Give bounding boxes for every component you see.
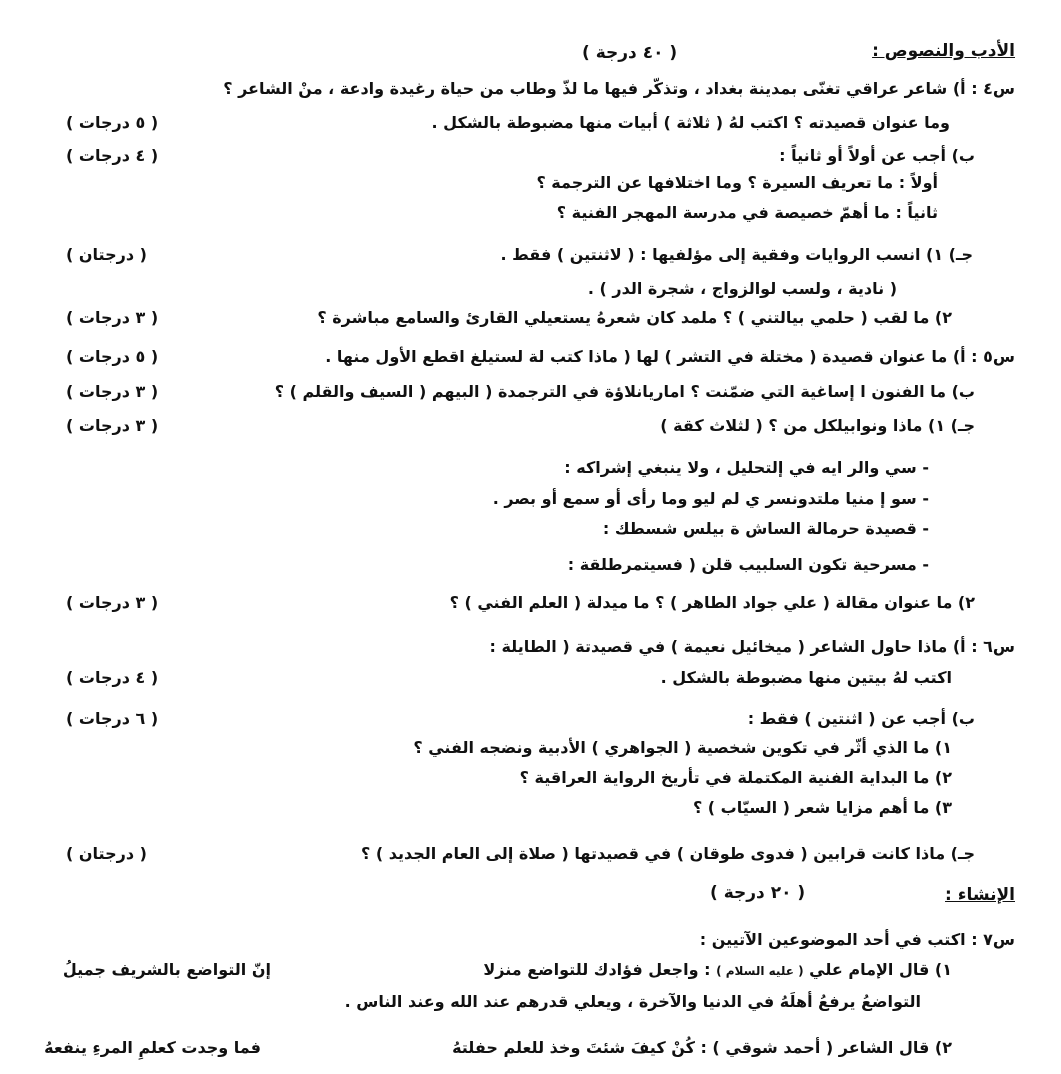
q4-b-marks: ( ٤ درجات ) xyxy=(66,146,159,165)
q4-b-text: ب) أجب عن أولاً أو ثانياً : xyxy=(779,146,975,165)
topic1-speaker: ١) قال الإمام علي xyxy=(809,960,952,979)
section-title-literature: الأدب والنصوص : xyxy=(872,41,1015,61)
topic1-verse-part2: إنّ التواضع بالشريف جميلُ xyxy=(62,960,271,979)
q5-c1-item: - قصيدة حرمالة الساش ة بيلس شسطك : xyxy=(602,519,929,538)
q5-a-marks: ( ٥ درجات ) xyxy=(66,347,159,366)
q5-c1-text: جـ) ١) ماذا ونوابيلكل من ؟ ( لثلاث كقة ) xyxy=(660,416,975,435)
q6-c-marks: ( درجتان ) xyxy=(66,844,147,863)
q5-b-text: ب) ما الفنون ا إساغية التي ضمّنت ؟ اماريانلاؤة في الترجمدة ( البيهم ( السيف والقلم ) ؟ xyxy=(274,382,975,401)
q4-b-second: ثانياً : ما أهمّ خصيصة في مدرسة المهجر الفنية ؟ xyxy=(556,203,938,222)
q4-c1-marks: ( درجتان ) xyxy=(66,245,147,264)
topic1-honorific: ( عليه السلام ) xyxy=(716,964,804,978)
q4-c1-text: جـ) ١) انسب الروايات وفقية إلى مؤلفيها : ( لاثنتين ) فقط . xyxy=(500,245,973,264)
q6-b-item: ١) ما الذي أثّر في تكوين شخصية ( الجواهري ) الأدبية ونضجه الفني ؟ xyxy=(413,738,952,757)
section-title-composition: الإنشاء : xyxy=(945,885,1015,905)
q6-a-marks: ( ٤ درجات ) xyxy=(66,668,159,687)
q5-b-marks: ( ٣ درجات ) xyxy=(66,382,159,401)
topic2-verse-part2: فما وجدت كعلمِ المرءِ ينفعهُ xyxy=(44,1038,261,1057)
q5-c1-marks: ( ٣ درجات ) xyxy=(66,416,159,435)
topic1-line2: التواضعُ يرفعُ أهلَهُ في الدنيا والآخرة ، ويعلي قدرهم عند الله وعند الناس . xyxy=(344,992,921,1011)
q4-c2-marks: ( ٣ درجات ) xyxy=(66,308,159,327)
q5-c1-item: - مسرحية تكون السلبيب قلن ( فسيتمرطلقة : xyxy=(567,555,929,574)
topic1-verse-part1: : واجعل فؤادك للتواضع منزلا xyxy=(483,960,711,979)
q4-c2-text: ٢) ما لقب ( حلمي بيالتني ) ؟ ملمد كان شعرهُ يستعيلي القارئ والسامع مباشرة ؟ xyxy=(317,308,952,327)
section-marks-composition: ( ٢٠ درجة ) xyxy=(710,883,806,903)
q4-a-marks: ( ٥ درجات ) xyxy=(66,113,159,132)
q5-c1-item: - سو إ منيا ملتدونسر ي لم ليو وما رأى أو سمع أو بصر . xyxy=(492,489,929,508)
q4-b-first: أولاً : ما تعريف السيرة ؟ وما اختلافها عن الترجمة ؟ xyxy=(536,173,938,192)
q6-b-marks: ( ٦ درجات ) xyxy=(66,709,159,728)
q5-c2-text: ٢) ما عنوان مقالة ( علي جواد الطاهر ) ؟ ما ميدلة ( العلم الفني ) ؟ xyxy=(449,593,975,612)
q5-c2-marks: ( ٣ درجات ) xyxy=(66,593,159,612)
q4-a-text: س٤ : أ) شاعر عراقي تغنّى بمدينة بغداد ، وتذكّر فيها ما لذّ وطاب من حياة رغيدة وادعة ، منْ الشاعر ؟ xyxy=(223,79,1015,98)
section-marks-literature: ( ٤٠ درجة ) xyxy=(582,43,678,63)
q5-a-text: س٥ : أ) ما عنوان قصيدة ( مختلة في التشر ) لها ( ماذا كتب لة لستيلغ اقطع الأول منها . xyxy=(325,347,1015,366)
q5-c1-item: - سي والر ايه في إلتحليل ، ولا ينبغي إشراكه : xyxy=(564,458,929,477)
q4-c1-list: ( نادية ، ولسب لوالزواج ، شجرة الدر ) . xyxy=(587,279,897,298)
q6-a-text: س٦ : أ) ماذا حاول الشاعر ( ميخائيل نعيمة ) في قصيدتة ( الطايلة : xyxy=(489,637,1015,656)
q6-b-item: ٣) ما أهم مزايا شعر ( السيّاب ) ؟ xyxy=(692,798,952,817)
q6-a-line2: اكتب لهُ بيتين منها مضبوطة بالشكل . xyxy=(660,668,952,687)
q7-text: س٧ : اكتب في أحد الموضوعين الآتيين : xyxy=(699,930,1015,949)
topic2-verse-part1: ٢) قال الشاعر ( أحمد شوقي ) : كُنْ كيفَ شئتَ وخذ للعلم حفلتهُ xyxy=(452,1038,952,1057)
q6-b-text: ب) أجب عن ( اثنتين ) فقط : xyxy=(747,709,975,728)
q6-b-item: ٢) ما البداية الفنية المكتملة في تأريخ الرواية العراقية ؟ xyxy=(519,768,952,787)
topic1-line1 xyxy=(483,959,952,982)
q6-c-text: جـ) ماذا كانت قرابين ( فدوى طوقان ) في قصيدتها ( صلاة إلى العام الجديد ) ؟ xyxy=(360,844,975,863)
q4-a-line2: وما عنوان قصيدته ؟ اكتب لهُ ( ثلاثة ) أبيات منها مضبوطة بالشكل . xyxy=(431,113,950,132)
